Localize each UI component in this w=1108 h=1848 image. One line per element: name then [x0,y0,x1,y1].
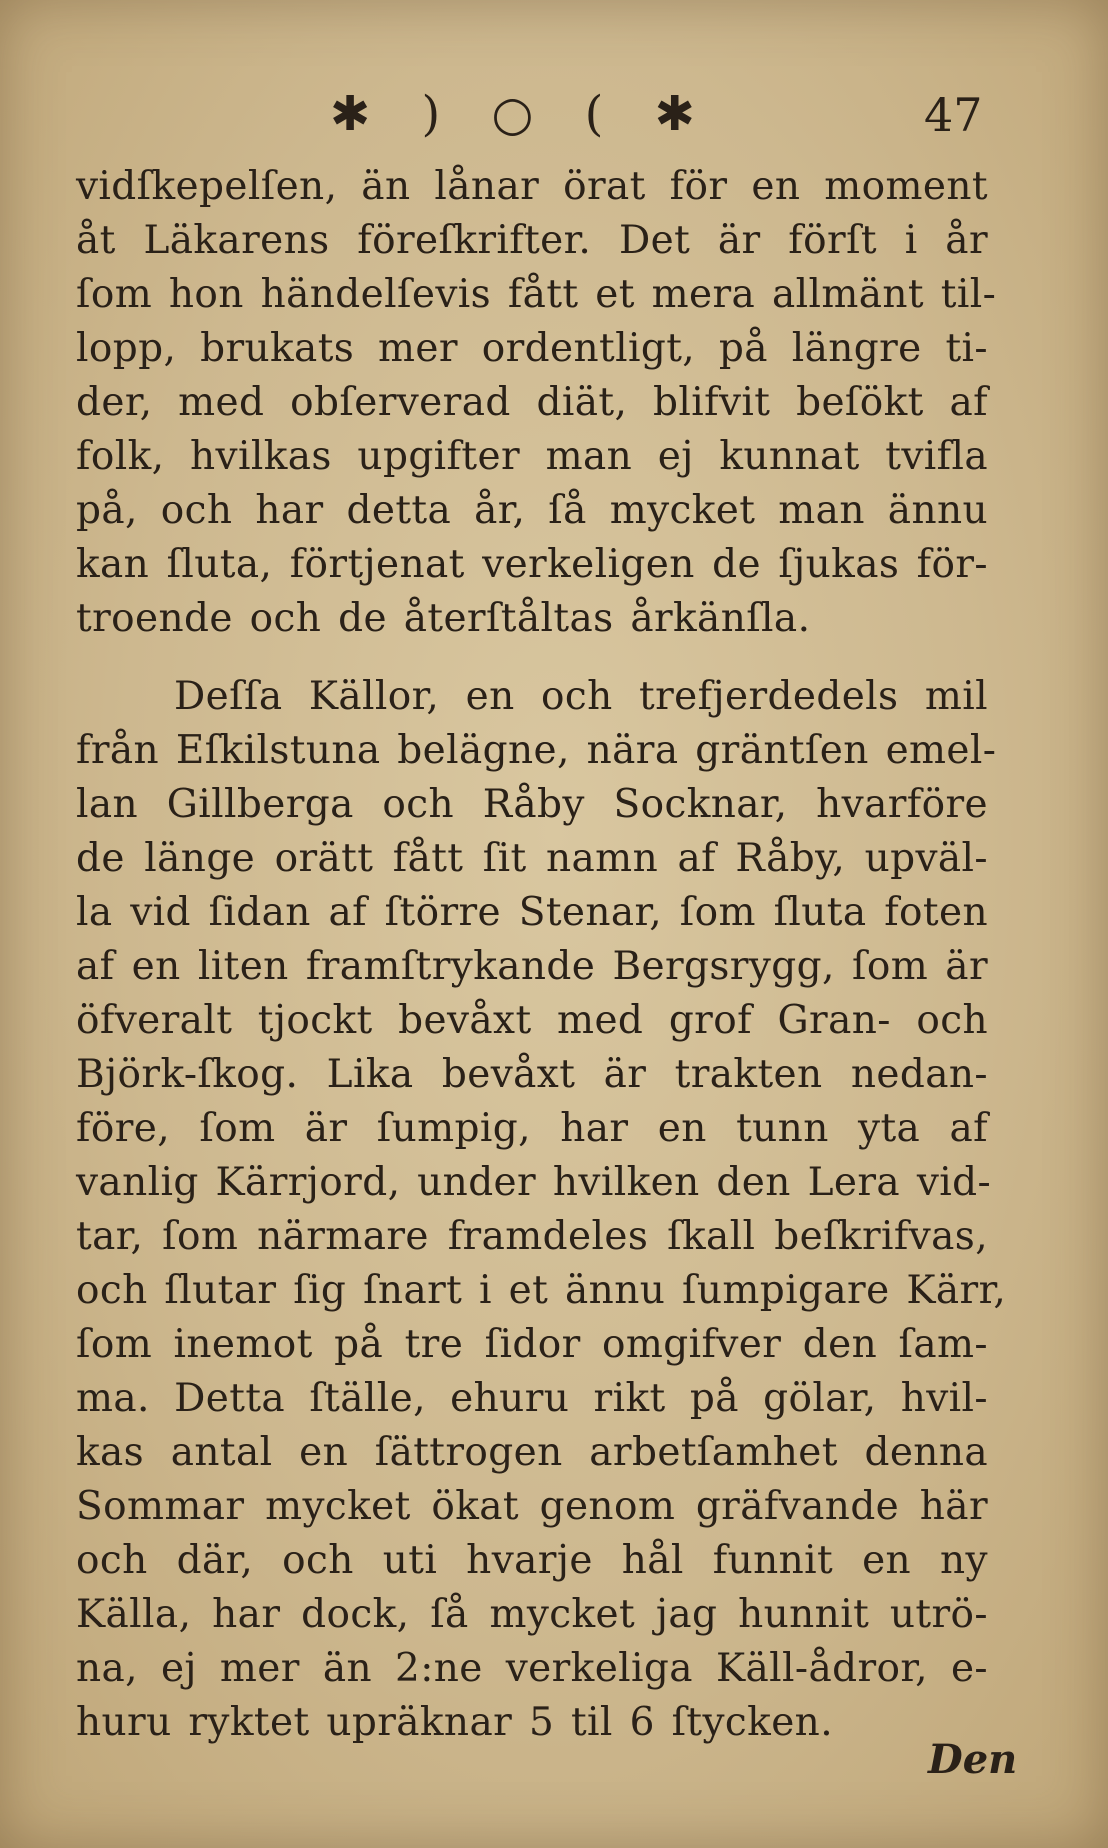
text-line: och ſlutar ſig ſnart i et ännu ſumpigare Kärr, [76,1268,1007,1313]
text-line: af en liten framſtrykande Bergsrygg, ſom är [76,944,988,989]
text-line: Björk-ſkog. Lika bevåxt är trakten nedan- [76,1052,988,1097]
text-line: ma. Detta ſtälle, ehuru rikt på gölar, hvil- [76,1376,988,1421]
text-line: Källa, har dock, ſå mycket jag hunnit utrö- [76,1592,988,1637]
text-line: Sommar mycket ökat genom gräfvande här [76,1484,988,1529]
header-ornament: ✱ ) ○ ( ✱ [330,86,713,142]
text-line: tar, ſom närmare framdeles ſkall beſkrifvas, [76,1214,988,1259]
text-line: huru ryktet upräknar 5 til 6 ſtycken. [76,1700,833,1745]
text-line: folk, hvilkas upgifter man ej kunnat tvifla [76,434,988,479]
text-line: från Eſkilstuna belägne, nära gräntſen emel- [76,728,997,773]
text-line: na, ej mer än 2:ne verkeliga Käll-ådror, e- [76,1646,988,1691]
page-number: 47 [924,88,983,142]
text-line: ſom inemot på tre ſidor omgifver den ſam- [76,1322,988,1367]
text-line: Deſſa Källor, en och trefjerdedels mil [174,674,988,719]
text-line: de länge orätt fått ſit namn af Råby, upväl- [76,836,988,881]
text-line: åt Läkarens föreſkrifter. Det är förſt i år [76,218,988,263]
text-line: der, med obſerverad diät, blifvit beſökt af [76,380,988,425]
text-line: la vid ſidan af ſtörre Stenar, ſom ſluta foten [76,890,988,935]
paragraph-1 [76,160,997,646]
text-line: före, ſom är ſumpig, har en tunn yta af [76,1106,988,1151]
catchword: Den [928,1736,1018,1783]
text-line: lopp, brukats mer ordentligt, på längre ti- [76,326,988,371]
text-line: ſom hon händelſevis fått et mera allmänt til- [76,272,997,317]
text-line: kan ſluta, förtjenat verkeligen de ſjukas för- [76,542,988,587]
text-line: troende och de återſtåltas årkänſla. [76,596,811,641]
text-line: vidſkepelſen, än lånar örat för en moment [76,164,988,209]
text-line: kas antal en ſättrogen arbetſamhet denna [76,1430,988,1475]
text-line: på, och har detta år, ſå mycket man ännu [76,488,988,533]
text-line: vanlig Kärrjord, under hvilken den Lera vid- [76,1160,992,1205]
paragraph-2 [76,670,1007,1750]
text-line: lan Gillberga och Råby Socknar, hvarföre [76,782,988,827]
page-header [0,86,1108,146]
text-line: öfveralt tjockt bevåxt med grof Gran- och [76,998,988,1043]
text-line: och där, och uti hvarje hål funnit en ny [76,1538,988,1583]
